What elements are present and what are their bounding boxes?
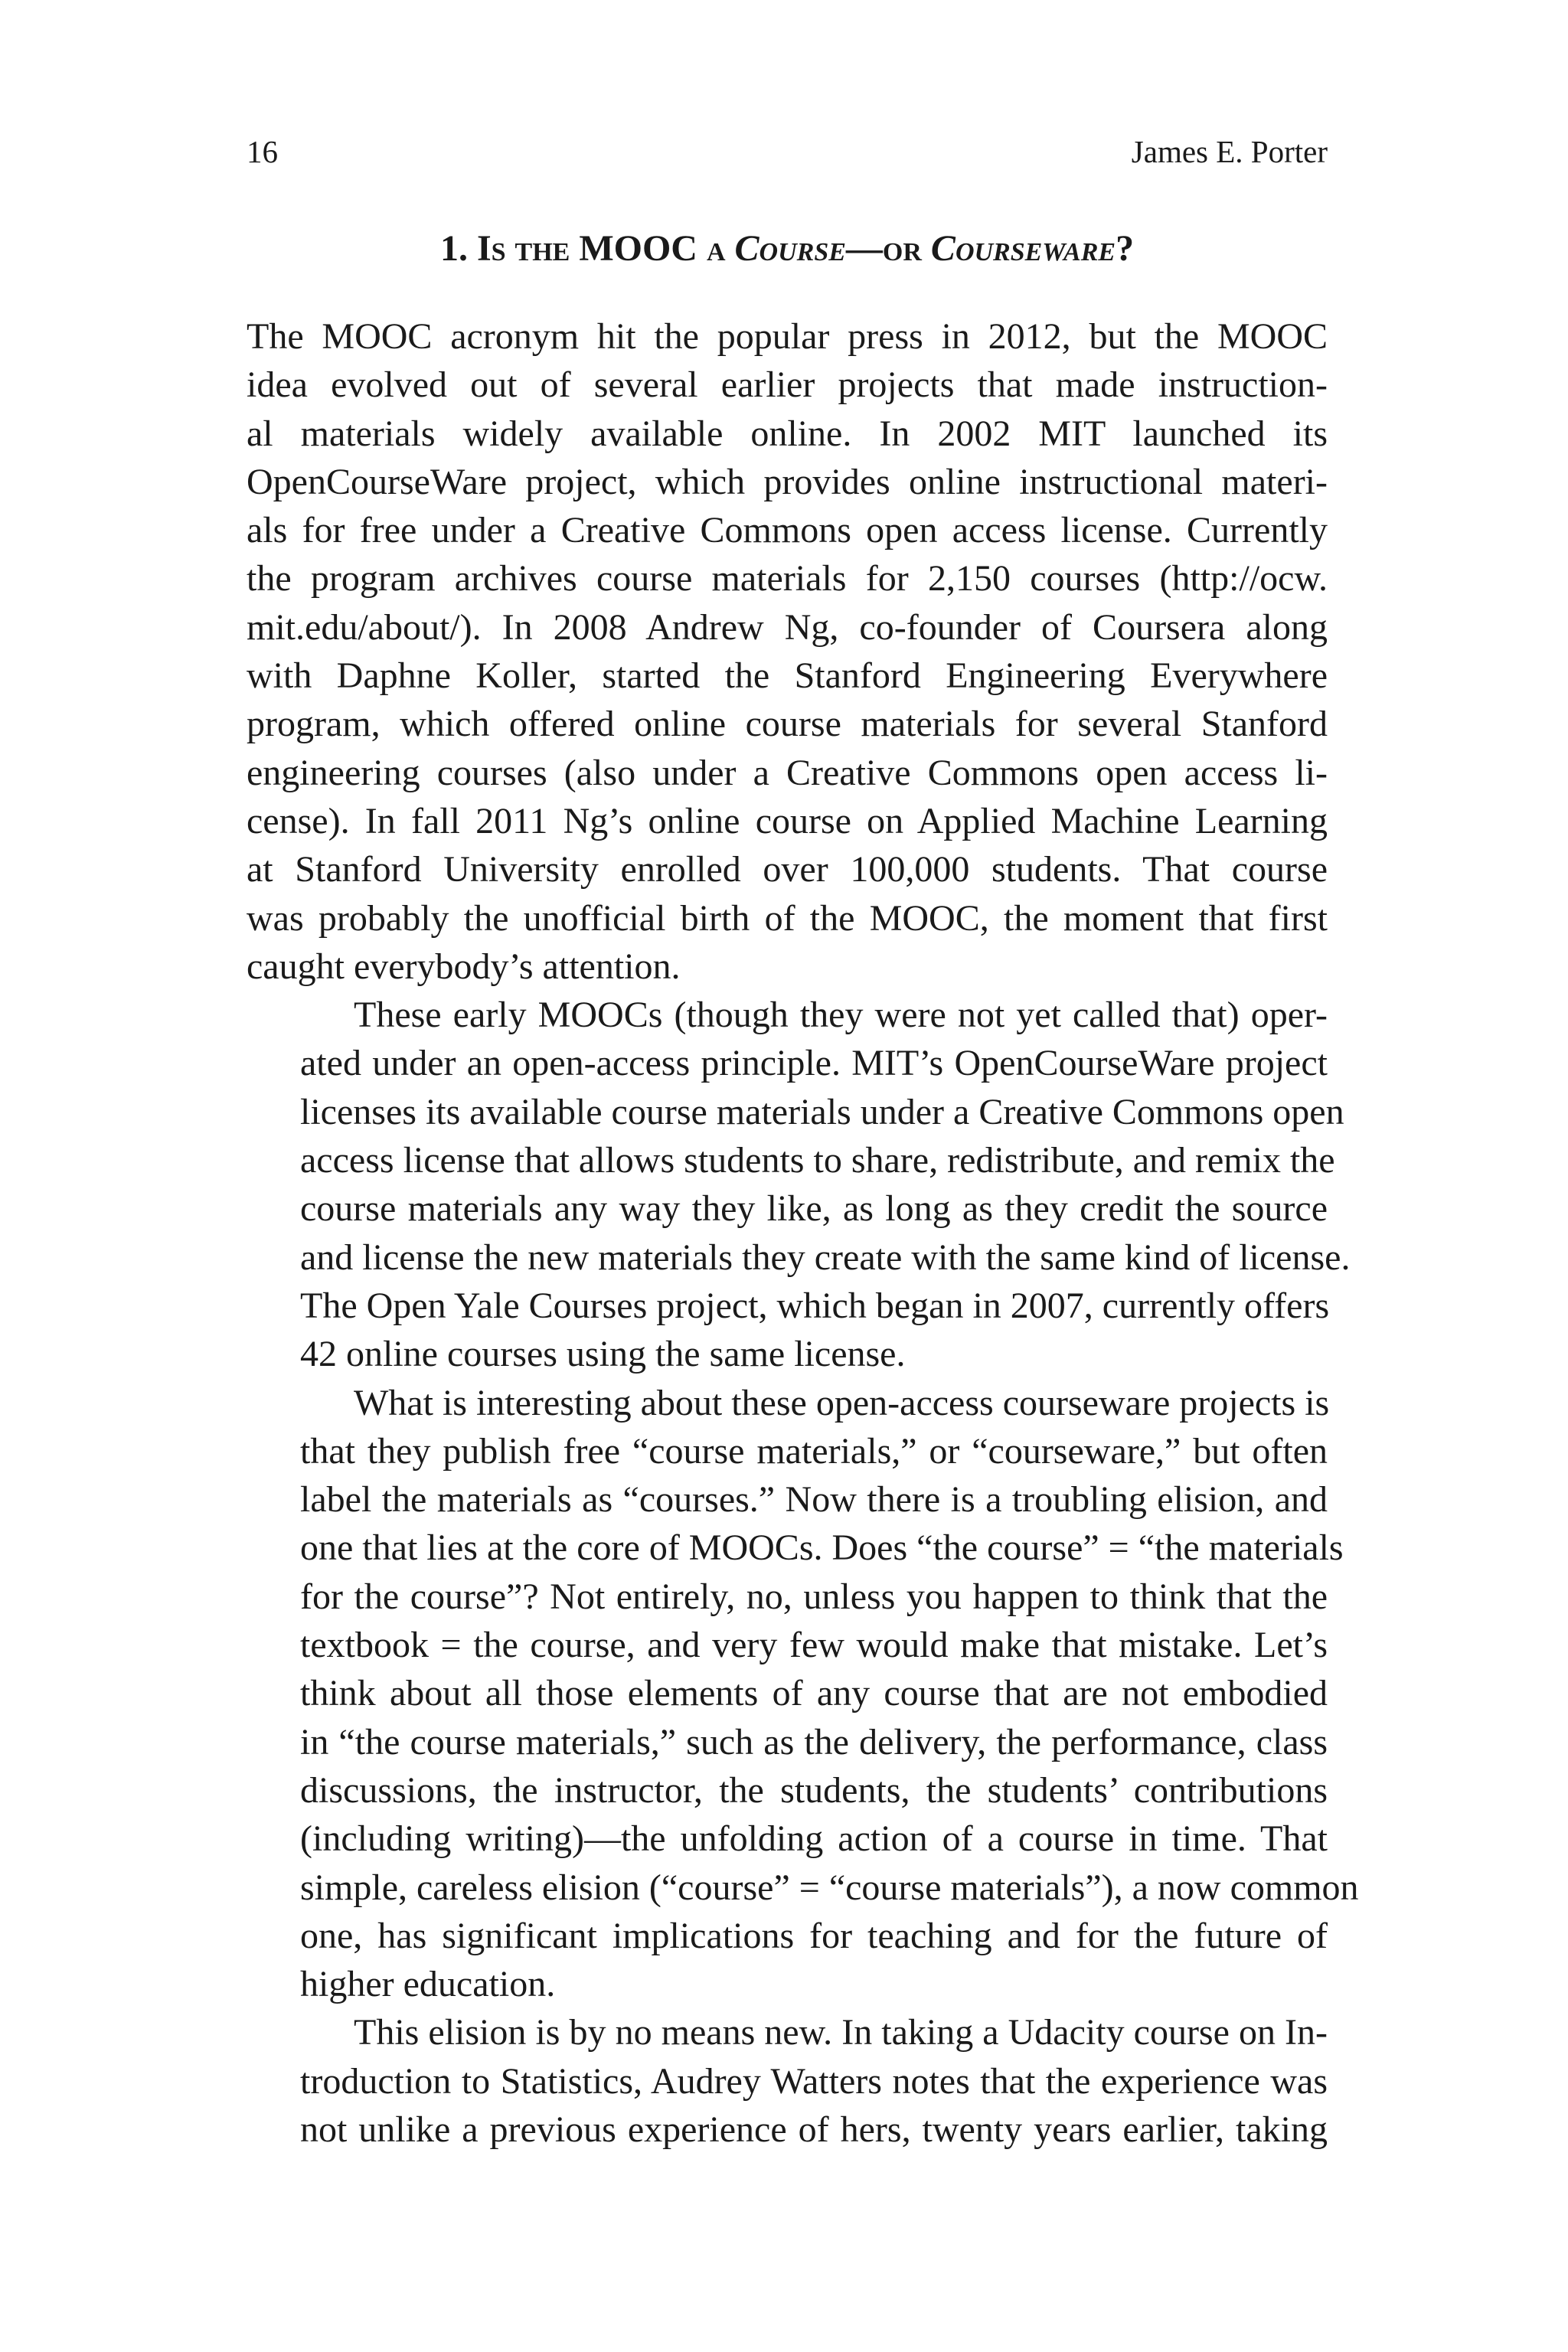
- text-line: that they publish free “course materials,” or “courseware,” but often: [300, 1430, 1328, 1472]
- text-line: one, has significant implications for teaching and for the future of: [300, 1915, 1328, 1956]
- text-line: was probably the unofficial birth of the MOOC, the moment that first: [247, 897, 1328, 939]
- paragraph-3: [247, 1379, 1359, 2009]
- text-line: in “the course materials,” such as the delivery, the performance, class: [300, 1721, 1328, 1762]
- text-line: for the course”? Not entirely, no, unless you happen to think that the: [300, 1576, 1328, 1617]
- section-number: 1.: [439, 228, 468, 269]
- page-number: 16: [247, 134, 278, 169]
- text-line: textbook = the course, and very few would make that mistake. Let’s: [300, 1625, 1328, 1666]
- running-head: [247, 129, 1328, 175]
- text-line: The MOOC acronym hit the popular press in 2012, but the MOOC: [247, 316, 1328, 357]
- text-line: troduction to Statistics, Audrey Watters notes that the experience was: [300, 2060, 1328, 2102]
- body-text: [247, 312, 1359, 2154]
- text-line: with Daphne Koller, started the Stanford Engineering Everywhere: [247, 655, 1328, 697]
- text-line: (including writing)—the unfolding action of a course in time. That: [300, 1818, 1328, 1860]
- section-title-part: ?: [1116, 228, 1135, 269]
- text-line: engineering courses (also under a Creative Commons open access li-: [247, 752, 1328, 793]
- text-line: 42 online courses using the same license.: [300, 1334, 906, 1375]
- text-line: the program archives course materials for 2,150 courses (http://ocw.: [247, 558, 1328, 599]
- text-line: idea evolved out of several earlier projects that made instruction-: [247, 364, 1328, 406]
- section-title-emphasis: Course: [734, 228, 846, 269]
- section-title-emphasis: Courseware: [930, 228, 1116, 269]
- section-title-part: Is the MOOC a: [476, 228, 726, 269]
- section-heading: [247, 222, 1328, 276]
- text-line: and license the new materials they create with the same kind of license.: [300, 1236, 1351, 1278]
- text-line: What is interesting about these open-access courseware projects is: [354, 1382, 1330, 1423]
- text-line: at Stanford University enrolled over 100,000 students. That course: [247, 849, 1328, 890]
- text-line: The Open Yale Courses project, which began in 2007, currently offers: [300, 1285, 1330, 1326]
- paragraph-1: [247, 312, 1328, 991]
- text-line: higher education.: [300, 1964, 556, 2005]
- text-line: one that lies at the core of MOOCs. Does “the course” = “the materials: [300, 1527, 1344, 1569]
- text-line: als for free under a Creative Commons open access license. Currently: [247, 510, 1328, 551]
- text-line: course materials any way they like, as long as they credit the source: [300, 1188, 1328, 1230]
- text-line: access license that allows students to share, redistribute, and remix the: [300, 1140, 1335, 1181]
- text-line: licenses its available course materials under a Creative Commons open: [300, 1091, 1344, 1132]
- text-line: This elision is by no means new. In taking a Udacity course on In-: [354, 2012, 1328, 2053]
- text-line: not unlike a previous experience of hers, twenty years earlier, taking: [300, 2109, 1328, 2150]
- text-line: think about all those elements of any course that are not embodied: [300, 1673, 1328, 1714]
- text-line: mit.edu/about/). In 2008 Andrew Ng, co-founder of Coursera along: [247, 606, 1328, 648]
- text-line: caught everybody’s attention.: [247, 946, 681, 987]
- section-title-part: —or: [845, 228, 922, 269]
- paragraph-4: [247, 2008, 1328, 2154]
- text-line: These early MOOCs (though they were not yet called that) oper-: [354, 995, 1328, 1036]
- text-line: al materials widely available online. In 2002 MIT launched its: [247, 413, 1328, 454]
- text-line: discussions, the instructor, the students, the students’ contributions: [300, 1769, 1328, 1811]
- text-line: cense). In fall 2011 Ng’s online course on Applied Machine Learning: [247, 800, 1328, 841]
- text-line: simple, careless elision (“course” = “course materials”), a now common: [300, 1867, 1359, 1908]
- text-line: program, which offered online course materials for several Stanford: [247, 704, 1328, 745]
- paragraph-2: [247, 991, 1351, 1378]
- text-line: ated under an open-access principle. MIT’s OpenCourseWare project: [300, 1043, 1328, 1084]
- text-line: OpenCourseWare project, which provides online instructional materi-: [247, 461, 1328, 502]
- running-head-author: James E. Porter: [1131, 134, 1328, 169]
- text-line: label the materials as “courses.” Now there is a troubling elision, and: [300, 1479, 1328, 1521]
